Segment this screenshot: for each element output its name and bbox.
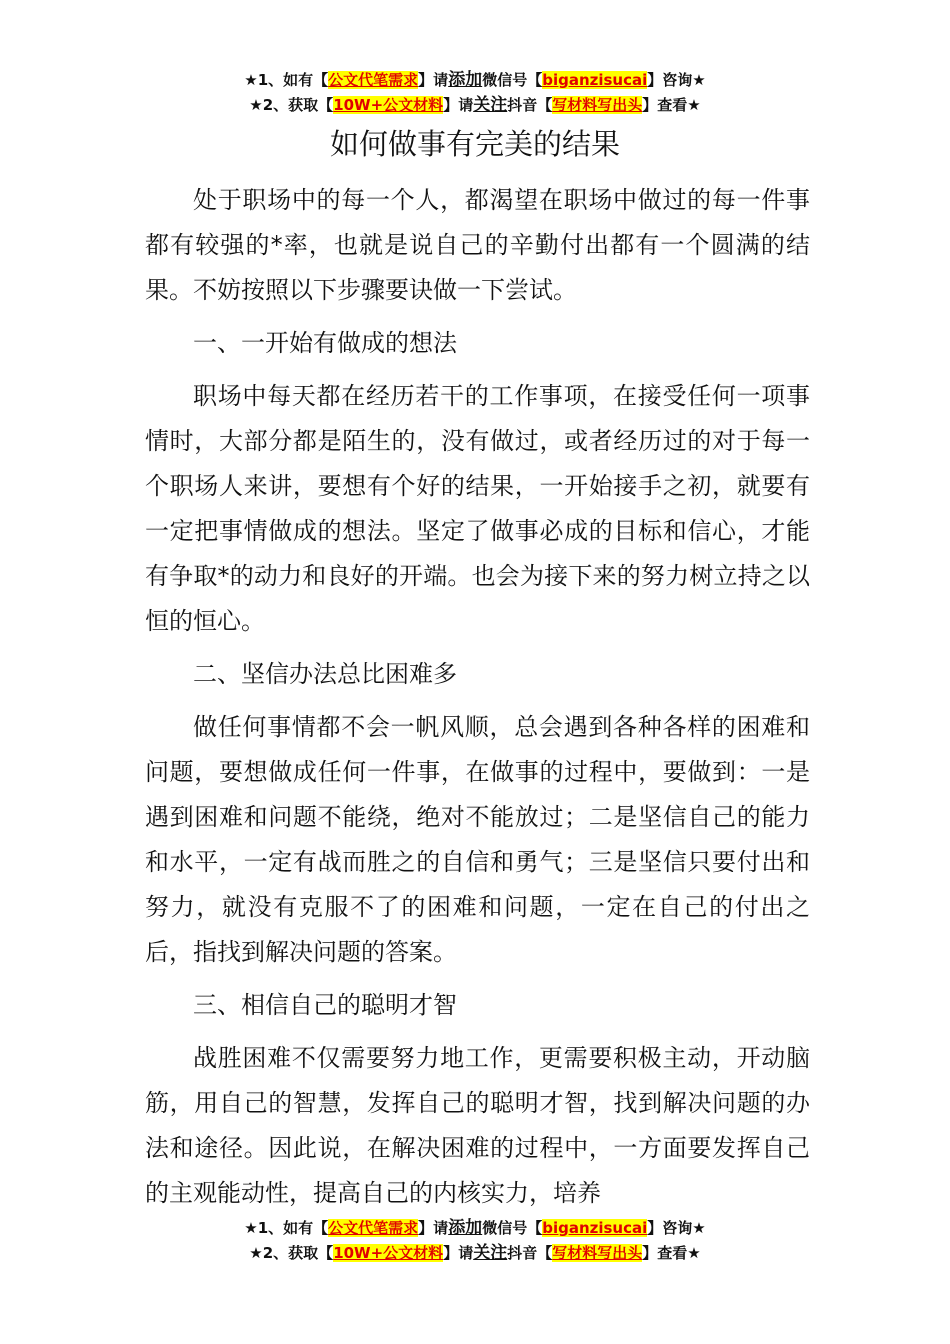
banner-line-1 [0, 1216, 950, 1241]
header-banner [0, 68, 950, 118]
paragraph: 职场中每天都在经历若干的工作事项，在接受任何一项事情时，大部分都是陌生的，没有做过，或者经历过的对于每一个职场人来讲，要想有个好的结果，一开始接手之初，就要有一定把事情做成的想法。坚定了做事必成的目标和信心，才能有争取*的动力和良好的开端。也会为接下来的努力树立持之以恒的恒心。 [145, 382, 810, 635]
banner-text: 】请 [418, 71, 449, 89]
banner-highlight: 公文代笔需求 [328, 71, 419, 89]
paragraph: 做任何事情都不会一帆风顺，总会遇到各种各样的困难和问题，要想做成任何一件事，在做事的过程中，要做到：一是遇到困难和问题不能绕，绝对不能放过；二是坚信自己的能力和水平，一定有战而胜之的自信和勇气；三是坚信只要付出和努力，就没有克服不了的困难和问题，一定在自己的付出之后，指找到解决问题的答案。 [145, 713, 810, 966]
banner-text: 】查看★ [642, 1244, 701, 1262]
banner-text: ★1、如有【 [244, 1219, 329, 1237]
paragraph: 战胜困难不仅需要努力地工作，更需要积极主动，开动脑筋，用自己的智慧，发挥自己的聪明才智，找到解决问题的办法和途径。因此说，在解决困难的过程中，一方面要发挥自己的主观能动性，提高自己的内核实力，培养 [145, 1044, 810, 1207]
banner-text: 抖音【 [507, 96, 553, 114]
banner-emphasis: 添加 [448, 70, 483, 90]
banner-douyin-id: 写材料写出头 [552, 96, 643, 114]
document-title: 如何做事有完美的结果 [329, 127, 620, 161]
banner-douyin-id: 写材料写出头 [552, 1244, 643, 1262]
banner-line-2 [0, 1241, 950, 1266]
section-heading: 二、坚信办法总比困难多 [193, 660, 457, 688]
banner-text: 微信号【 [482, 71, 543, 89]
banner-wechat-id: biganzisucai [542, 1219, 648, 1237]
banner-line-2 [0, 93, 950, 118]
banner-text: 微信号【 [482, 1219, 543, 1237]
banner-text: 】咨询★ [647, 1219, 706, 1237]
banner-highlight: 10W+公文材料 [333, 96, 444, 114]
paragraph: 处于职场中的每一个人，都渴望在职场中做过的每一件事都有较强的*率，也就是说自己的辛勤付出都有一个圆满的结果。不妨按照以下步骤要诀做一下尝试。 [145, 186, 810, 304]
footer-banner [0, 1216, 950, 1266]
banner-line-1 [0, 68, 950, 93]
banner-text: 】请 [418, 1219, 449, 1237]
banner-text: 】请 [443, 96, 474, 114]
banner-text: 】请 [443, 1244, 474, 1262]
banner-highlight: 公文代笔需求 [328, 1219, 419, 1237]
banner-text: ★2、获取【 [249, 1244, 334, 1262]
section-heading: 三、相信自己的聪明才智 [193, 991, 457, 1019]
banner-text: ★2、获取【 [249, 96, 334, 114]
document-body [145, 178, 810, 1224]
banner-emphasis: 添加 [448, 1218, 483, 1238]
banner-text: 】咨询★ [647, 71, 706, 89]
banner-wechat-id: biganzisucai [542, 71, 648, 89]
banner-emphasis: 关注 [473, 95, 508, 115]
banner-highlight: 10W+公文材料 [333, 1244, 444, 1262]
banner-text: 】查看★ [642, 96, 701, 114]
banner-text: ★1、如有【 [244, 71, 329, 89]
banner-text: 抖音【 [507, 1244, 553, 1262]
banner-emphasis: 关注 [473, 1243, 508, 1263]
section-heading: 一、一开始有做成的想法 [193, 329, 457, 357]
